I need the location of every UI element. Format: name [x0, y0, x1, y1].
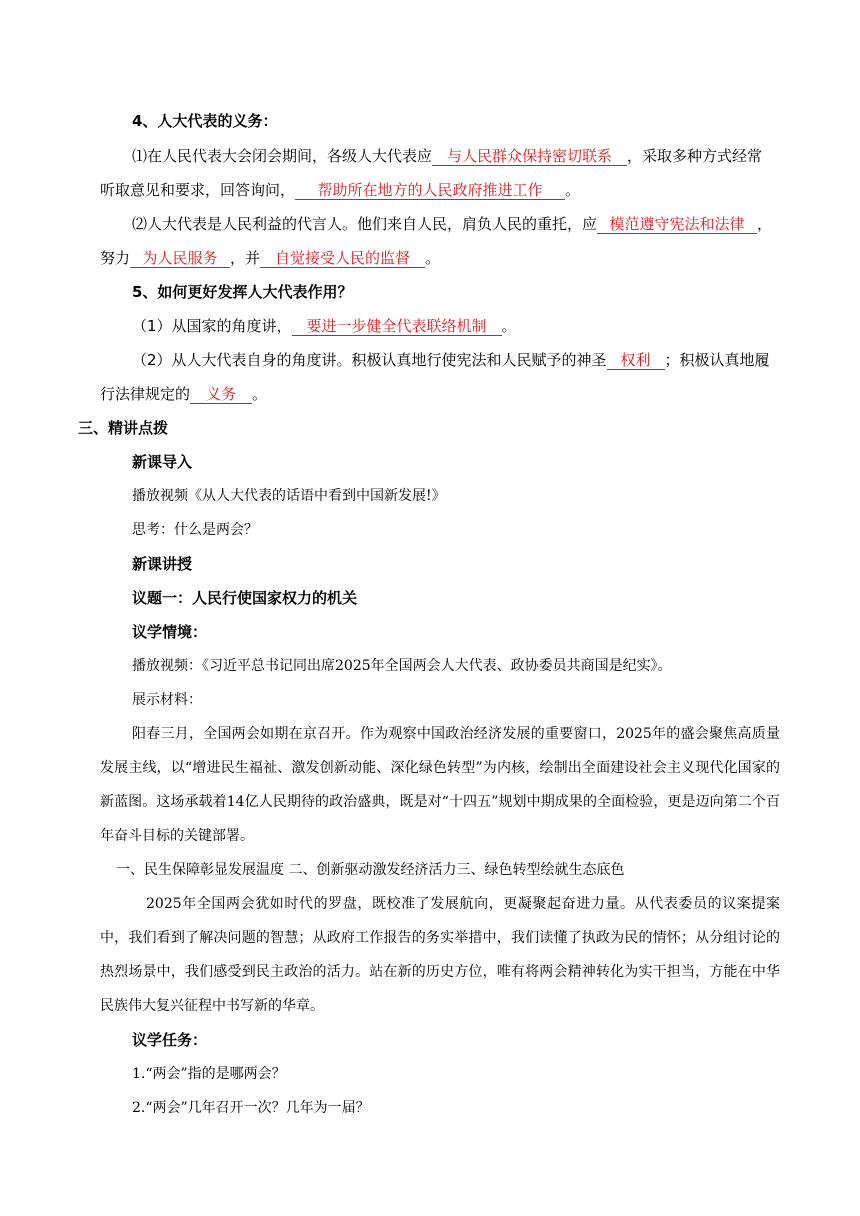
- duties-p1-line1: [132, 146, 762, 166]
- duties-p1-text-b: ，采取多种方式经常: [627, 147, 763, 165]
- duties-p2-text-e: 。: [425, 249, 441, 267]
- role-p2-text-c: 行法律规定的: [100, 385, 191, 403]
- scenario-label: 议学情境：: [132, 623, 208, 641]
- material-points: 一、民生保障彰显发展温度 二、创新驱动激发经济活力三、绿色转型绘就生态底色: [116, 862, 625, 878]
- role-p1-answer: 要进一步健全代表联络机制: [292, 317, 502, 336]
- material-label: 展示材料：: [132, 692, 202, 708]
- duties-p2-text-a: ⑵人大代表是人民利益的代言人。他们来自人民，肩负人民的重托，应: [132, 215, 598, 233]
- duties-p2-answer-2: 为人民服务: [130, 249, 230, 268]
- duties-p1-line2: [100, 180, 580, 200]
- role-p1-text-a: （1）从国家的角度讲，: [132, 317, 292, 335]
- role-p2-text-d: 。: [252, 385, 268, 403]
- role-p2-line1: [132, 350, 770, 370]
- duties-p2-answer-1: 模范遵守宪法和法律: [597, 215, 757, 234]
- duties-p1-answer-2: 帮助所在地方的人民政府推进工作: [295, 181, 565, 200]
- duties-p1-text-d: 。: [565, 181, 581, 199]
- duties-p2-text-d: ，并: [230, 249, 261, 267]
- duties-p2-answer-3: 自觉接受人民的监督: [260, 249, 425, 268]
- role-p2-line2: [100, 384, 267, 404]
- role-heading: 5、如何更好发挥人大代表作用？: [132, 283, 353, 301]
- role-p1-text-b: 。: [501, 317, 517, 335]
- duties-heading: 4、人大代表的义务：: [132, 112, 278, 130]
- duties-p2-line1: [132, 214, 772, 234]
- role-p2-text-b: ；积极认真地履: [664, 351, 770, 369]
- duties-p2-text-b: ，: [757, 215, 773, 233]
- intro-think: 思考：什么是两会？: [132, 522, 258, 538]
- intro-video: 播放视频《从人大代表的话语中看到中国新发展!》: [132, 488, 446, 504]
- duties-p2-text-c: 努力: [100, 249, 131, 267]
- duties-p1-text-c: 听取意见和要求，回答询问，: [100, 181, 296, 199]
- task-question-2: 2.“两会”几年召开一次？几年为一届？: [132, 1100, 370, 1116]
- section3-title: 三、精讲点拨: [78, 419, 169, 437]
- duties-p1-text-a: ⑴在人民代表大会闭会期间，各级人大代表应: [132, 147, 433, 165]
- topic-1-title: 议题一：人民行使国家权力的机关: [132, 589, 358, 607]
- material-paragraph-2: 2025年全国两会犹如时代的罗盘，既校准了发展航向，更凝聚起奋进力量。从代表委员的议案提案中，我们看到了解决问题的智慧；从政府工作报告的务实举措中，我们读懂了执政为民的情怀；从分组讨论的热烈场景中，我们感受到民主政治的活力。站在新的历史方位，唯有将两会精神转化为实干担当，方能在中华民族伟大复兴征程中书写新的华章。: [100, 896, 780, 1014]
- duties-p1-answer-1: 与人民群众保持密切联系: [432, 147, 627, 166]
- role-p2-answer-2: 义务: [190, 385, 252, 404]
- role-p2-text-a: （2）从人大代表自身的角度讲。积极认真地行使宪法和人民赋予的神圣: [132, 351, 607, 369]
- task-question-1: 1.“两会”指的是哪两会？: [132, 1066, 286, 1082]
- intro-label: 新课导入: [132, 453, 193, 471]
- scenario-video: 播放视频：《习近平总书记同出席2025年全国两会人大代表、政协委员共商国是纪实》。: [132, 658, 672, 674]
- task-label: 议学任务：: [132, 1031, 208, 1049]
- duties-p2-line2: [100, 248, 440, 268]
- material-paragraph-1: 阳春三月，全国两会如期在京召开。作为观察中国政治经济发展的重要窗口，2025年的盛会聚焦高质量发展主线，以“增进民生福祉、激发创新动能、深化绿色转型”为内核，绘制出全面建设社会主义现代化国家的新蓝图。这场承载着14亿人民期待的政治盛典，既是对“十四五”规划中期成果的全面检验，更是迈向第二个百年奋斗目标的关键部署。: [100, 726, 780, 844]
- lesson-label: 新课讲授: [132, 555, 193, 573]
- role-p1: [132, 316, 517, 336]
- role-p2-answer-1: 权利: [607, 351, 665, 370]
